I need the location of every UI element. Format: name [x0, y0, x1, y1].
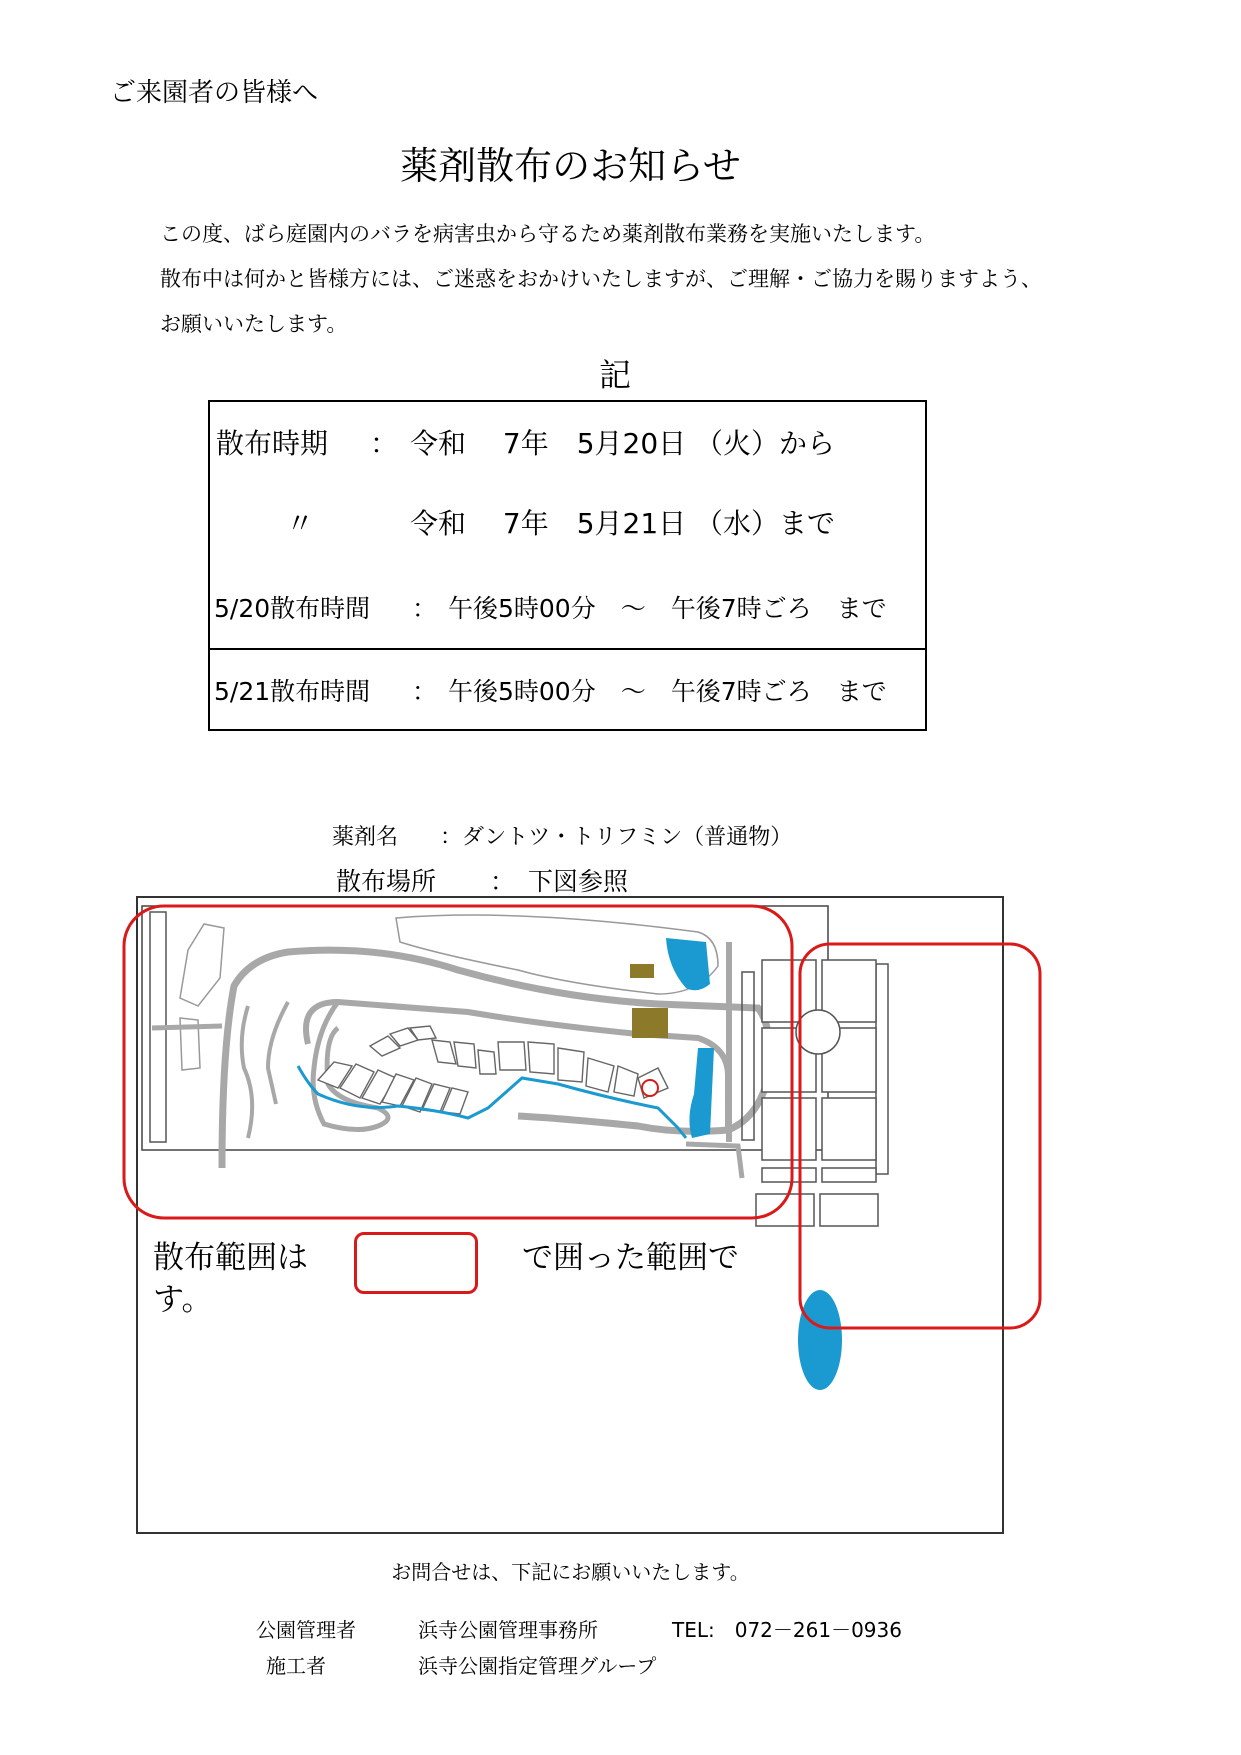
- legend-red-box: [354, 1232, 478, 1294]
- highlight-area-right: [800, 944, 1040, 1328]
- period-start: 令和 7年 5月20日 （火）から: [410, 427, 836, 460]
- legend-wrap: す。: [153, 1282, 213, 1318]
- manager-tel: TEL: 072－261－0936: [672, 1618, 902, 1642]
- greeting: ご来園者の皆様へ: [110, 78, 319, 108]
- location-value: 下図参照: [528, 867, 629, 896]
- highlight-area-left: [124, 906, 792, 1218]
- location-separator: ：: [490, 867, 516, 896]
- page-title: 薬剤散布のお知らせ: [400, 144, 741, 188]
- legend-after: で囲った範囲で: [522, 1240, 739, 1276]
- period-end: 令和 7年 5月21日 （水）まで: [410, 507, 836, 540]
- day2-time: 午後5時00分 ～ 午後7時ごろ まで: [448, 677, 887, 706]
- chemical-value: ：ダントツ・トリフミン（普通物）: [440, 825, 793, 850]
- contractor-name: 浜寺公園指定管理グループ: [418, 1654, 657, 1678]
- intro-line-2: 散布中は何かと皆様方には、ご迷惑をおかけいたしますが、ご理解・ご協力を賜りますよう、: [160, 267, 1042, 291]
- contact-intro: お問合せは、下記にお願いいたします。: [391, 1560, 750, 1584]
- chemical-label: 薬剤名: [332, 825, 399, 850]
- contractor-label: 施工者: [266, 1654, 326, 1678]
- location-label: 散布場所: [336, 867, 437, 896]
- ki-heading: 記: [598, 356, 631, 394]
- intro-line-1: この度、ばら庭園内のバラを病害虫から守るため薬剤散布業務を実施いたします。: [160, 222, 936, 246]
- day1-time: 午後5時00分 ～ 午後7時ごろ まで: [448, 594, 887, 623]
- period-label: 散布時期: [216, 427, 329, 460]
- day1-label: 5/20散布時間: [214, 594, 371, 623]
- ditto-mark: 〃: [286, 507, 315, 540]
- intro-line-3: お願いいたします。: [160, 312, 348, 336]
- day2-separator: ：: [412, 677, 438, 706]
- legend-before: 散布範囲は: [153, 1240, 308, 1276]
- period-separator: ：: [370, 427, 399, 460]
- manager-name: 浜寺公園管理事務所: [418, 1618, 598, 1642]
- day1-separator: ：: [412, 594, 438, 623]
- manager-label: 公園管理者: [256, 1618, 356, 1642]
- day2-label: 5/21散布時間: [214, 677, 371, 706]
